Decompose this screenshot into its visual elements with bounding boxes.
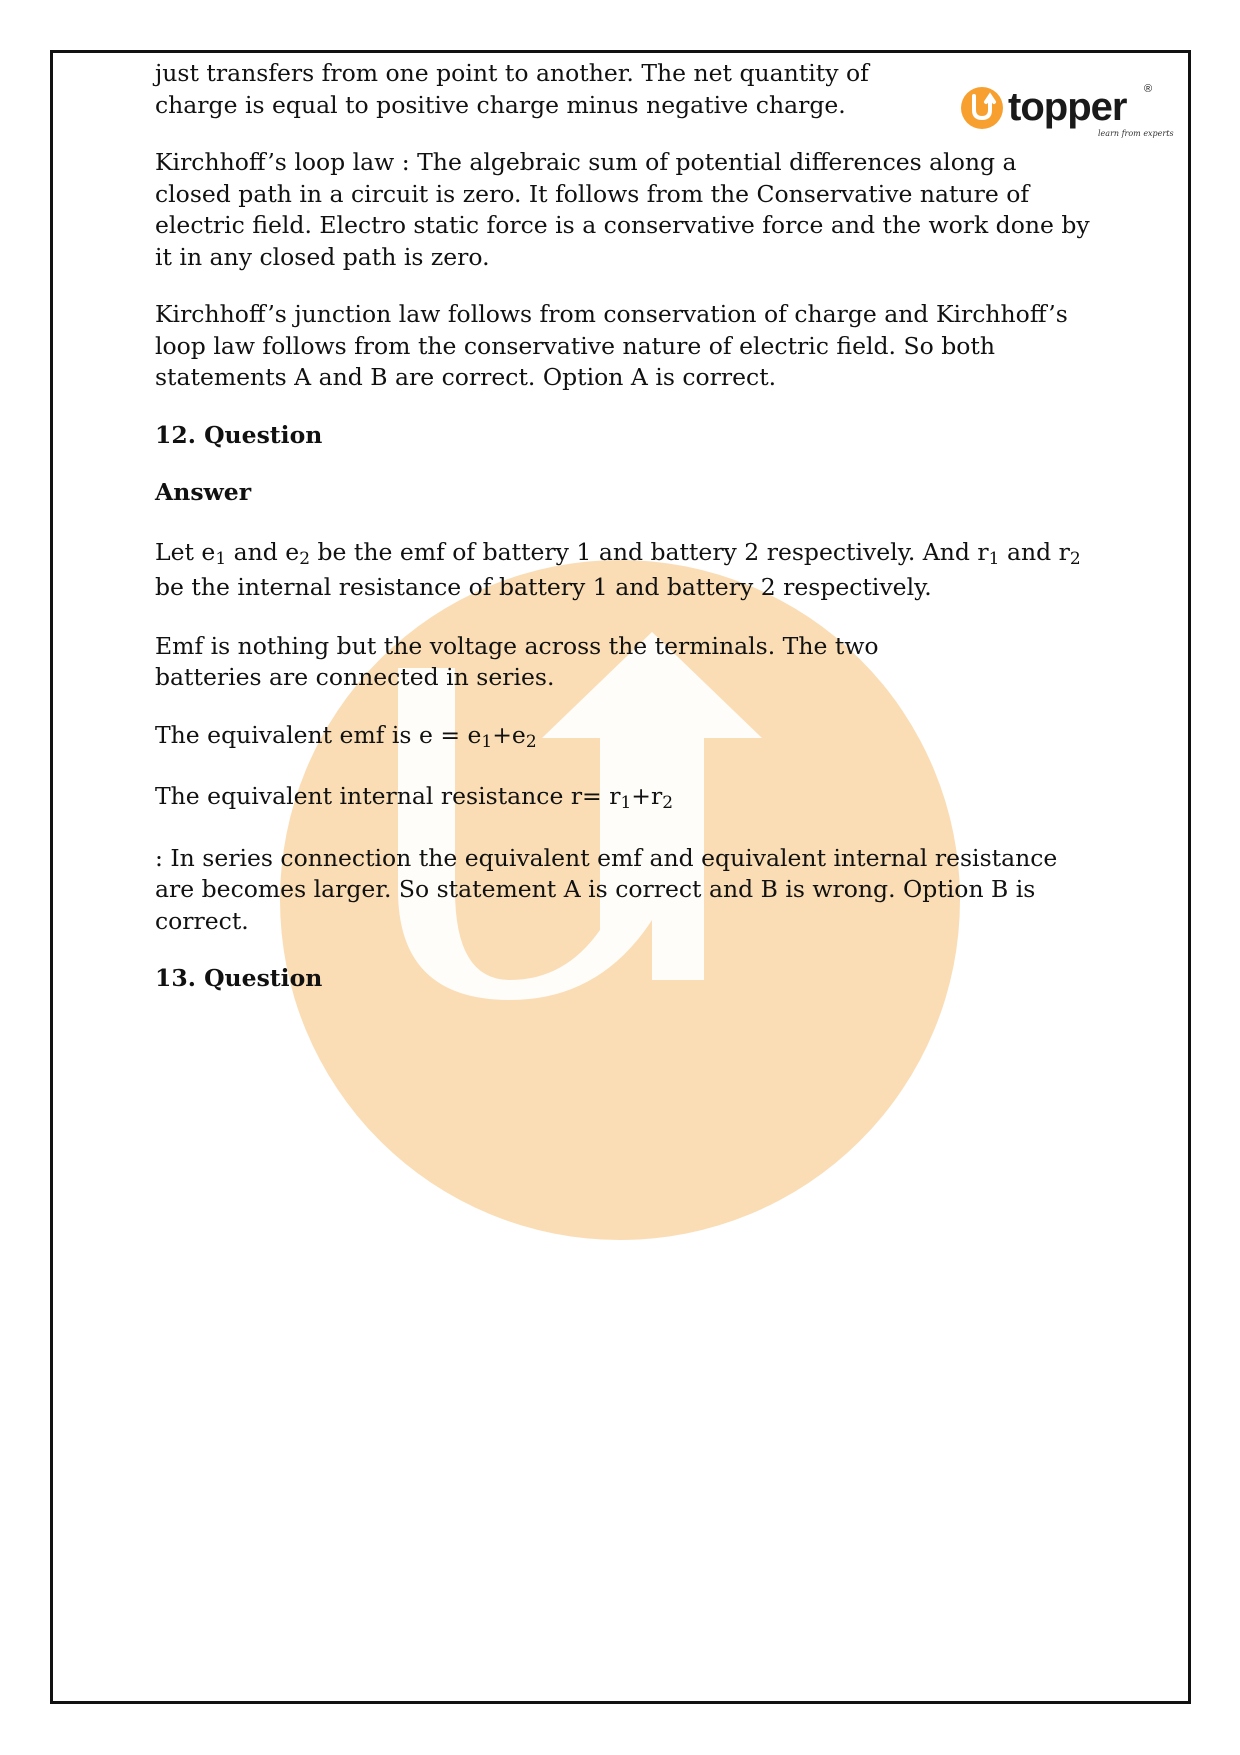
logo-wordmark: topper: [1008, 85, 1127, 129]
paragraph-junction-law: Kirchhoff’s junction law follows from conservation of charge and Kirchhoff’s loop law follows from the conservative nature of electric field. So both statements A and B are correct. Option A is correct.: [155, 300, 1068, 391]
equation-equivalent-resistance: The equivalent internal resistance $r= r_1+r_2$: [155, 782, 674, 813]
equation-equivalent-emf: The equivalent emf is $e = e_1+e_2$: [155, 720, 537, 752]
question-13-heading: 13. Question: [155, 964, 323, 992]
registered-mark: ®: [1144, 83, 1153, 95]
paragraph-charge-conservation: just transfers from one point to another. The net quantity of charge is equal to positive charge minus negative charge.: [155, 59, 869, 119]
utopper-logo: [960, 78, 1174, 142]
logo-u-icon: [961, 87, 1003, 129]
document-body: [155, 58, 1095, 995]
logo-tagline: learn from experts: [1098, 129, 1174, 138]
paragraph-loop-law: Kirchhoff’s loop law : The algebraic sum of potential differences along a closed path in a circuit is zero. It follows from the Conservative nature of electric field. Electro static force is a conservative force and the work done by it in any closed path is zero.: [155, 148, 1090, 271]
paragraph-series-connection: Emf is nothing but the voltage across the terminals. The two batteries are connected in series.: [155, 631, 879, 691]
question-12-heading: 12. Question: [155, 420, 323, 449]
paragraph-emf-definitions: Let $e_1$ and $e_2$ be the emf of battery 1 and battery 2 respectively. And $r_1$ and $r_2$ be the internal resistance of battery 1 and battery 2 respectively.: [155, 537, 1081, 601]
paragraph-series-conclusion: : In series connection the equivalent emf and equivalent internal resistance are becomes larger. So statement A is correct and B is wrong. Option B is correct.: [155, 843, 1058, 935]
answer-heading: Answer: [155, 478, 252, 506]
